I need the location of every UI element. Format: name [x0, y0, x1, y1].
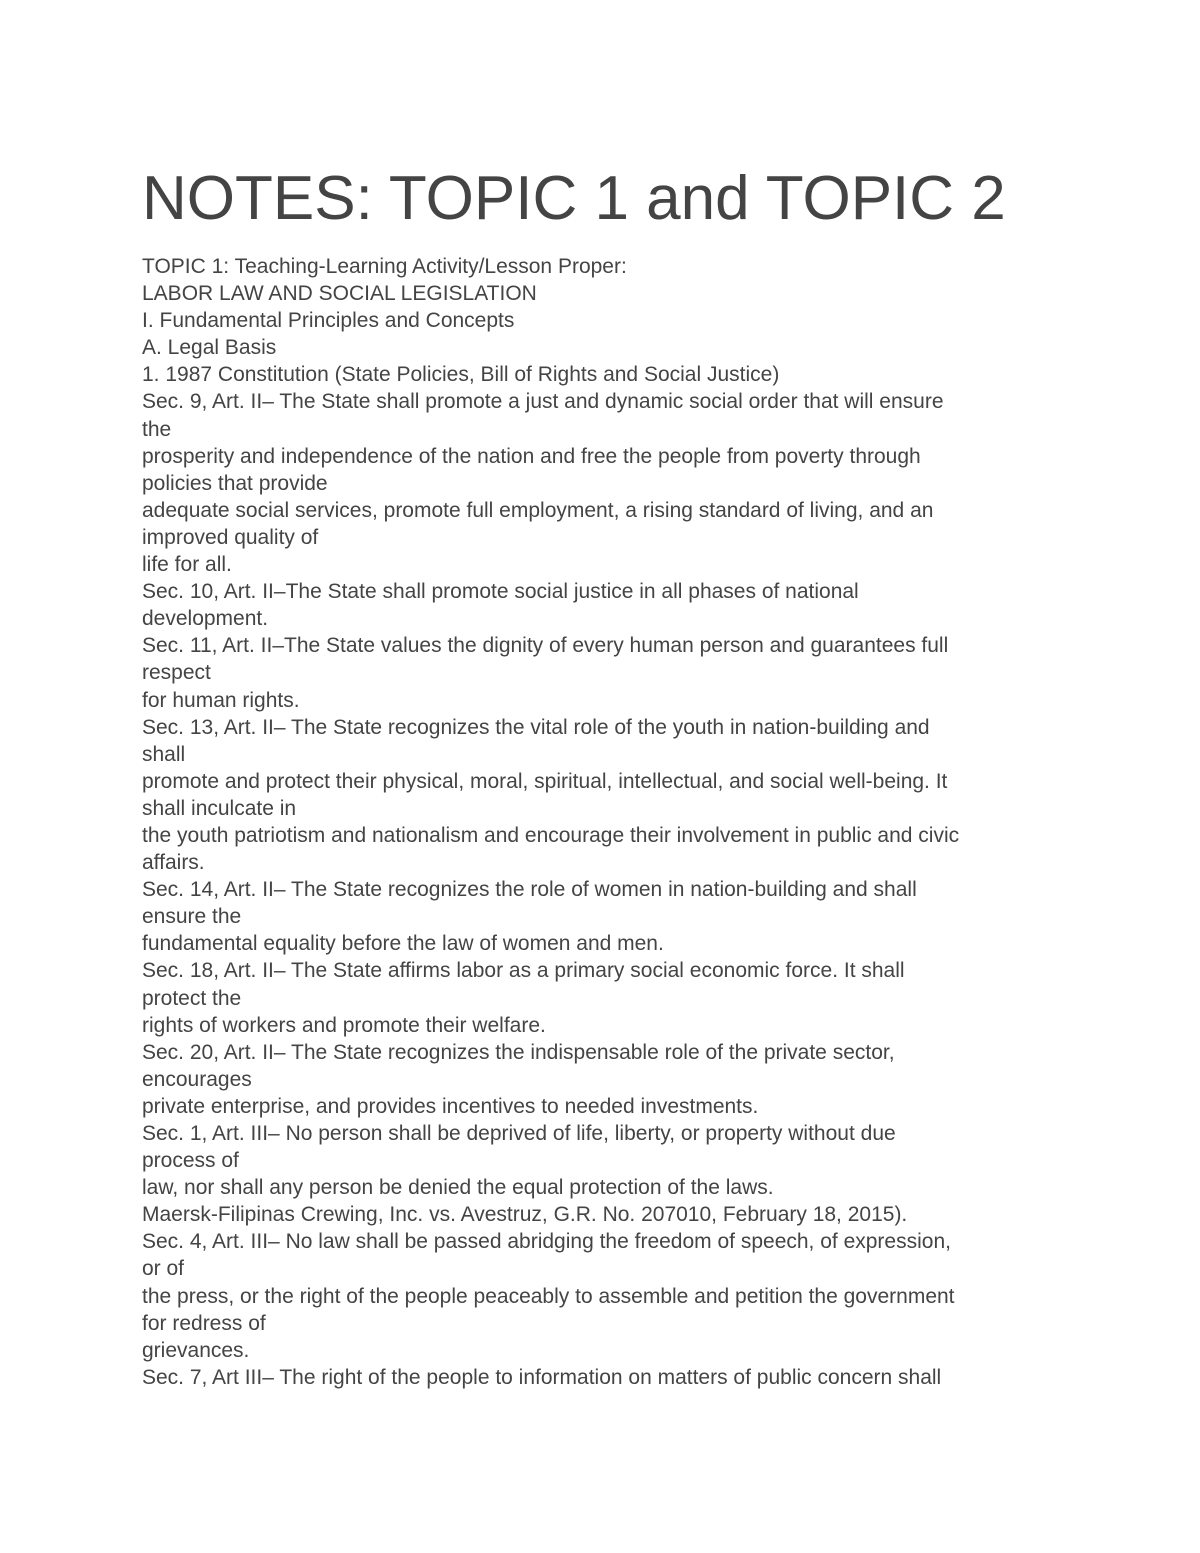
text-line: Sec. 11, Art. II–The State values the dignity of every human person and guarantees full: [142, 634, 949, 658]
text-line: life for all.: [142, 553, 232, 577]
text-line: grievances.: [142, 1338, 250, 1362]
text-line: Sec. 1, Art. III– No person shall be deprived of life, liberty, or property without due: [142, 1122, 896, 1145]
text-line: LABOR LAW AND SOCIAL LEGISLATION: [142, 282, 537, 306]
text-line: policies that provide: [142, 471, 328, 495]
text-line: I. Fundamental Principles and Concepts: [142, 309, 515, 333]
text-line: respect: [142, 661, 211, 685]
text-line: Sec. 20, Art. II– The State recognizes the indispensable role of the private sector,: [142, 1040, 895, 1064]
text-line: Sec. 14, Art. II– The State recognizes the role of women in nation-building and shall: [142, 878, 917, 902]
text-line: law, nor shall any person be denied the equal protection of the laws.: [142, 1176, 774, 1200]
text-line: rights of workers and promote their welfare.: [142, 1013, 546, 1037]
text-line: ensure the: [142, 905, 242, 929]
text-line: encourages: [142, 1067, 252, 1091]
text-line: the press, or the right of the people peaceably to assemble and petition the government: [142, 1284, 955, 1308]
text-line: fundamental equality before the law of women and men.: [142, 932, 664, 956]
text-line: promote and protect their physical, moral, spiritual, intellectual, and social well-being. It: [142, 769, 948, 793]
text-line: development.: [142, 607, 269, 631]
text-line: Maersk-Filipinas Crewing, Inc. vs. Avestruz, G.R. No. 207010, February 18, 2015).: [142, 1203, 908, 1227]
text-line: for redress of: [142, 1311, 266, 1335]
text-line: Sec. 7, Art III– The right of the people to information on matters of public concern shall: [142, 1365, 942, 1389]
text-line: Sec. 10, Art. II–The State shall promote social justice in all phases of national: [142, 580, 859, 604]
text-line: the: [142, 417, 172, 441]
text-line: Sec. 4, Art. III– No law shall be passed abridging the freedom of speech, of expression,: [142, 1230, 951, 1254]
text-line: for human rights.: [142, 688, 300, 712]
text-line: affairs.: [142, 851, 205, 875]
text-line: the youth patriotism and nationalism and encourage their involvement in public and civic: [142, 823, 960, 847]
document-body: [142, 253, 1142, 1391]
text-line: protect the: [142, 986, 242, 1010]
document-title: NOTES: TOPIC 1 and TOPIC 2: [142, 164, 1006, 233]
text-line: Sec. 13, Art. II– The State recognizes the vital role of the youth in nation-building and: [142, 715, 930, 739]
text-line: TOPIC 1: Teaching-Learning Activity/Lesson Proper:: [142, 255, 627, 278]
text-line: shall: [142, 742, 186, 766]
text-line: adequate social services, promote full employment, a rising standard of living, and an: [142, 498, 934, 522]
text-line: A. Legal Basis: [142, 336, 277, 360]
text-line: shall inculcate in: [142, 796, 297, 820]
text-line: private enterprise, and provides incentives to needed investments.: [142, 1094, 759, 1118]
text-line: Sec. 18, Art. II– The State affirms labor as a primary social economic force. It shall: [142, 959, 905, 983]
text-line: 1. 1987 Constitution (State Policies, Bill of Rights and Social Justice): [142, 363, 780, 387]
text-line: prosperity and independence of the nation and free the people from poverty through: [142, 444, 921, 468]
text-line: process of: [142, 1149, 239, 1173]
text-line: Sec. 9, Art. II– The State shall promote a just and dynamic social order that will ensure: [142, 390, 944, 414]
text-line: improved quality of: [142, 525, 319, 549]
text-line: or of: [142, 1257, 185, 1281]
